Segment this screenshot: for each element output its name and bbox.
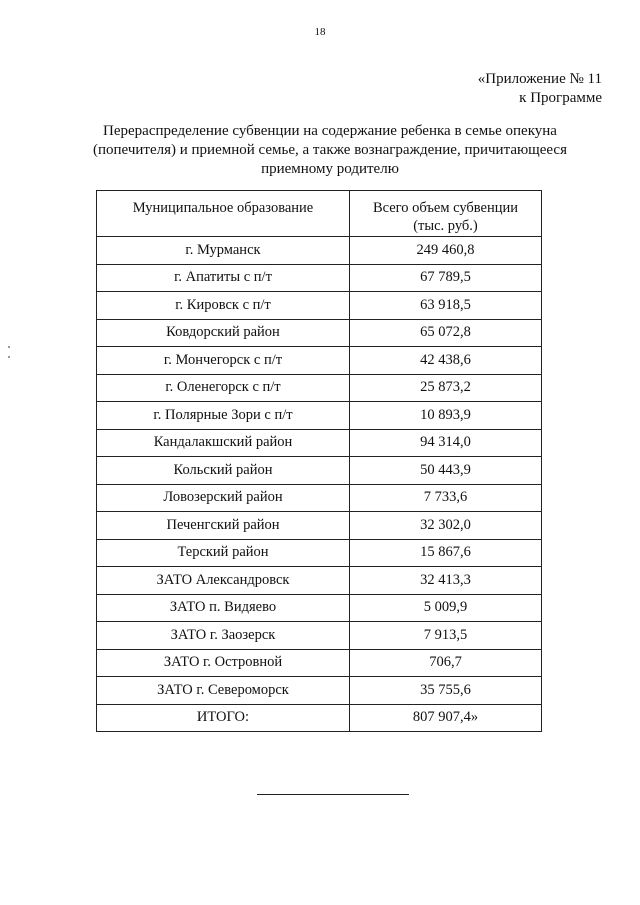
municipality-cell: ЗАТО г. Североморск (97, 677, 350, 705)
municipality-cell: г. Мурманск (97, 237, 350, 265)
appendix-line-1: «Приложение № 11 (477, 71, 602, 87)
value-cell: 32 302,0 (350, 512, 542, 540)
value-cell: 32 413,3 (350, 567, 542, 595)
value-cell: 65 072,8 (350, 319, 542, 347)
municipality-cell: ЗАТО Александровск (97, 567, 350, 595)
municipality-cell: Ловозерский район (97, 484, 350, 512)
municipality-cell: ЗАТО г. Островной (97, 649, 350, 677)
municipality-cell: Кандалакшский район (97, 429, 350, 457)
document-title (70, 122, 590, 179)
table-row (97, 374, 542, 402)
municipality-cell: г. Кировск с п/т (97, 292, 350, 320)
municipality-cell: Ковдорский район (97, 319, 350, 347)
value-cell: 35 755,6 (350, 677, 542, 705)
municipality-cell: Печенгский район (97, 512, 350, 540)
value-cell: 50 443,9 (350, 457, 542, 485)
total-row (97, 704, 542, 732)
table-row (97, 622, 542, 650)
title-line-3: приемному родителю (261, 161, 399, 177)
table-row (97, 457, 542, 485)
municipality-cell: Кольский район (97, 457, 350, 485)
table-row (97, 567, 542, 595)
value-cell: 7 733,6 (350, 484, 542, 512)
table-row (97, 484, 542, 512)
value-cell: 25 873,2 (350, 374, 542, 402)
municipality-cell: г. Апатиты с п/т (97, 264, 350, 292)
scan-mark (8, 356, 10, 358)
closing-rule (257, 794, 409, 795)
table-row (97, 264, 542, 292)
table-row (97, 347, 542, 375)
table-row (97, 429, 542, 457)
table-body (97, 237, 542, 732)
value-cell: 15 867,6 (350, 539, 542, 567)
title-line-1: Перераспределение субвенции на содержание ребенка в семье опекуна (103, 123, 557, 139)
header-volume-line-1: Всего объем субвенции (372, 200, 519, 216)
municipality-cell: ЗАТО г. Заозерск (97, 622, 350, 650)
table-row (97, 512, 542, 540)
table-row (97, 649, 542, 677)
appendix-line-2: к Программе (519, 90, 602, 106)
municipality-cell: г. Оленегорск с п/т (97, 374, 350, 402)
municipality-cell: Терский район (97, 539, 350, 567)
scan-mark (8, 346, 10, 348)
total-value: 807 907,4» (350, 704, 542, 732)
subvention-table (96, 190, 542, 732)
municipality-cell: г. Полярные Зори с п/т (97, 402, 350, 430)
value-cell: 706,7 (350, 649, 542, 677)
table-row (97, 594, 542, 622)
municipality-cell: г. Мончегорск с п/т (97, 347, 350, 375)
value-cell: 42 438,6 (350, 347, 542, 375)
value-cell: 63 918,5 (350, 292, 542, 320)
value-cell: 94 314,0 (350, 429, 542, 457)
table-row (97, 677, 542, 705)
header-volume-line-2: (тыс. руб.) (413, 218, 478, 234)
table-row (97, 319, 542, 347)
header-municipality: Муниципальное образование (97, 191, 350, 237)
table-row (97, 292, 542, 320)
table-row (97, 402, 542, 430)
value-cell: 249 460,8 (350, 237, 542, 265)
municipality-cell: ЗАТО п. Видяево (97, 594, 350, 622)
page-number: 18 (314, 26, 326, 38)
table-header-row (97, 191, 542, 237)
value-cell: 67 789,5 (350, 264, 542, 292)
table-row (97, 237, 542, 265)
value-cell: 10 893,9 (350, 402, 542, 430)
appendix-heading (478, 70, 602, 108)
value-cell: 7 913,5 (350, 622, 542, 650)
header-volume (350, 191, 542, 237)
table-row (97, 539, 542, 567)
title-line-2: (попечителя) и приемной семье, а также вознаграждение, причитающееся (93, 142, 567, 158)
total-label: ИТОГО: (97, 704, 350, 732)
value-cell: 5 009,9 (350, 594, 542, 622)
